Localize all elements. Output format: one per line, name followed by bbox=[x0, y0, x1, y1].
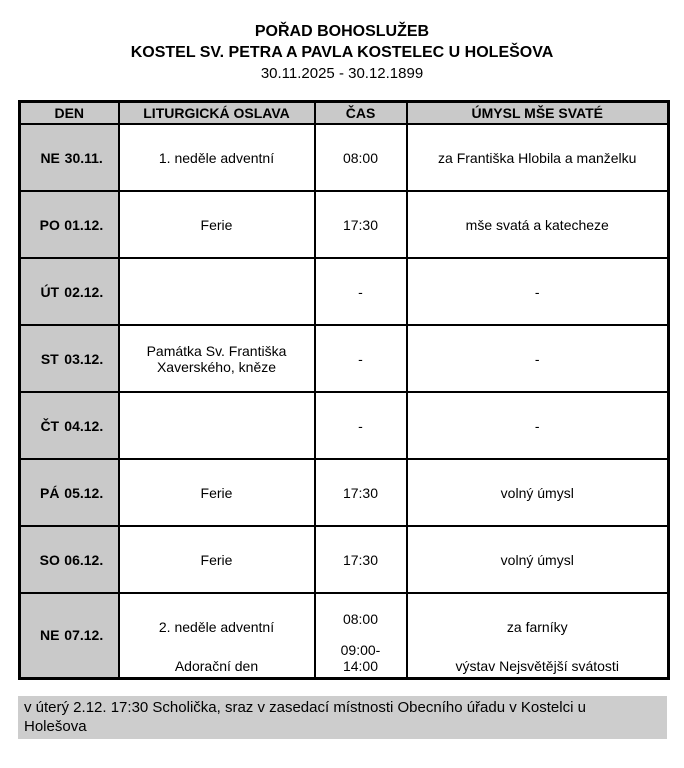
intention-cell: volný úmysl bbox=[407, 459, 669, 526]
day-cell bbox=[20, 124, 119, 191]
col-header-den: DEN bbox=[20, 102, 119, 125]
day-cell bbox=[20, 593, 119, 678]
day-abbr: PO bbox=[39, 216, 60, 233]
intention-cell: - bbox=[407, 325, 669, 392]
day-abbr: NE bbox=[40, 149, 60, 166]
day-date: 30.11. bbox=[64, 149, 103, 166]
time-cell: - bbox=[315, 392, 407, 459]
day-date: 05.12. bbox=[64, 484, 104, 501]
time-line-2: 09:00-14:00 bbox=[340, 642, 381, 675]
day-abbr: PÁ bbox=[40, 484, 60, 501]
liturgy-cell: 1. neděle adventní bbox=[119, 124, 315, 191]
liturgy-cell bbox=[119, 392, 315, 459]
day-cell bbox=[20, 191, 119, 258]
footnote-bar bbox=[18, 696, 667, 739]
time-cell: 17:30 bbox=[315, 459, 407, 526]
day-cell bbox=[20, 392, 119, 459]
day-date: 04.12. bbox=[64, 417, 104, 434]
header-row bbox=[20, 102, 669, 125]
intention-cell: za Františka Hlobila a manželku bbox=[407, 124, 669, 191]
title-block bbox=[0, 21, 684, 84]
table-row bbox=[20, 392, 669, 459]
table-row bbox=[20, 593, 669, 678]
intention-cell bbox=[407, 593, 669, 678]
time-cell: 17:30 bbox=[315, 526, 407, 593]
date-range: 30.11.2025 - 30.12.1899 bbox=[260, 65, 424, 82]
day-abbr: NE bbox=[40, 627, 60, 644]
time-cell: 08:00 bbox=[315, 124, 407, 191]
time-cell bbox=[315, 593, 407, 678]
table-row bbox=[20, 191, 669, 258]
col-header-cas: ČAS bbox=[315, 102, 407, 125]
day-cell bbox=[20, 459, 119, 526]
col-header-umysl-mse-svate: ÚMYSL MŠE SVATÉ bbox=[407, 102, 669, 125]
day-abbr: SO bbox=[39, 551, 60, 568]
table-row bbox=[20, 459, 669, 526]
liturgy-cell: Ferie bbox=[119, 526, 315, 593]
intention-cell: - bbox=[407, 258, 669, 325]
day-cell bbox=[20, 526, 119, 593]
day-date: 03.12. bbox=[64, 350, 104, 367]
liturgy-line-2: Adorační den bbox=[174, 658, 259, 675]
intention-line-2: výstav Nejsvětější svátosti bbox=[455, 658, 619, 675]
time-cell: - bbox=[315, 325, 407, 392]
footnote-text: v úterý 2.12. 17:30 Scholička, sraz v zasedací místnosti Obecního úřadu v Kostelci u Holešova bbox=[24, 698, 586, 735]
schedule-table bbox=[18, 100, 670, 680]
day-date: 02.12. bbox=[64, 283, 104, 300]
day-date: 07.12. bbox=[64, 627, 104, 644]
day-cell bbox=[20, 325, 119, 392]
page-subtitle: KOSTEL SV. PETRA A PAVLA KOSTELEC U HOLEŠOVA bbox=[130, 44, 554, 61]
table-row bbox=[20, 258, 669, 325]
day-date: 01.12. bbox=[64, 216, 104, 233]
time-cell: 17:30 bbox=[315, 191, 407, 258]
liturgy-cell bbox=[119, 258, 315, 325]
liturgy-cell bbox=[119, 593, 315, 678]
day-date: 06.12. bbox=[64, 551, 104, 568]
intention-cell: volný úmysl bbox=[407, 526, 669, 593]
liturgy-cell: Památka Sv. Františka Xaverského, kněze bbox=[119, 325, 315, 392]
liturgy-cell: Ferie bbox=[119, 191, 315, 258]
day-abbr: ČT bbox=[40, 417, 60, 434]
table-row bbox=[20, 526, 669, 593]
intention-cell: - bbox=[407, 392, 669, 459]
liturgy-line-1: 2. neděle adventní bbox=[158, 618, 275, 635]
liturgy-cell: Ferie bbox=[119, 459, 315, 526]
intention-line-1: za farníky bbox=[506, 618, 568, 635]
col-header-liturgicka-oslava: LITURGICKÁ OSLAVA bbox=[119, 102, 315, 125]
time-line-1: 08:00 bbox=[342, 610, 379, 627]
day-cell bbox=[20, 258, 119, 325]
time-cell: - bbox=[315, 258, 407, 325]
day-abbr: ÚT bbox=[40, 283, 60, 300]
day-abbr: ST bbox=[40, 350, 59, 367]
table-row bbox=[20, 325, 669, 392]
page-title: POŘAD BOHOSLUŽEB bbox=[254, 23, 430, 40]
intention-cell: mše svatá a katecheze bbox=[407, 191, 669, 258]
table-row bbox=[20, 124, 669, 191]
